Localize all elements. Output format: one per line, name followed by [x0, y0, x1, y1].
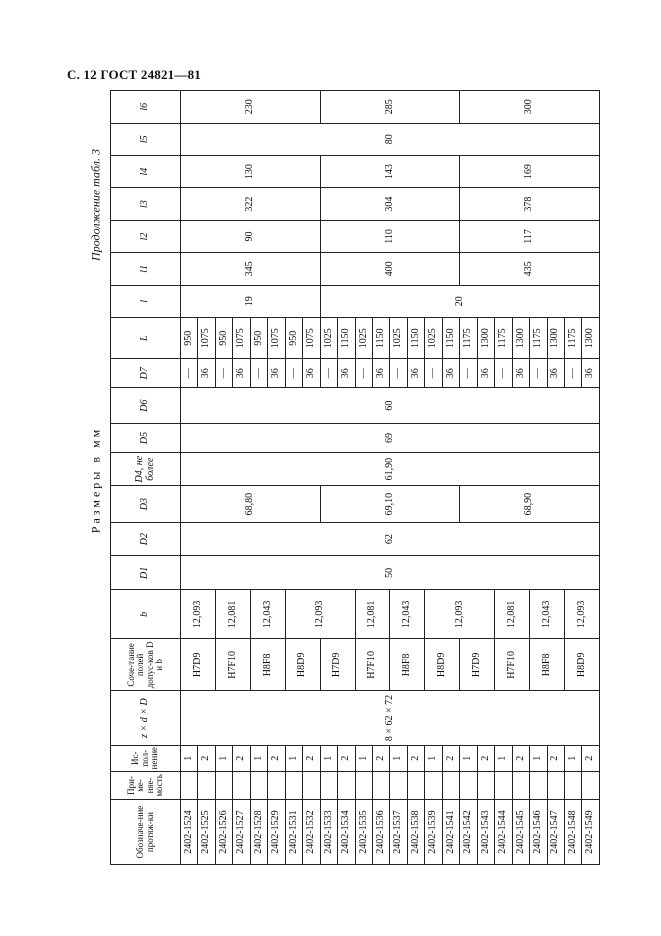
- designation-cell: 2402-1542: [460, 800, 477, 865]
- execution-cell: 2: [198, 745, 215, 771]
- L-cell: 1075: [233, 317, 250, 358]
- col-applicability: При-ме-няе-мость: [111, 771, 181, 800]
- D2-cell: 62: [181, 522, 600, 556]
- applicability-cell: [530, 771, 547, 800]
- col-l5: l5: [111, 123, 181, 155]
- designation-cell: 2402-1527: [233, 800, 250, 865]
- dimensions-caption-text: Размеры в мм: [88, 426, 103, 534]
- L-cell: 1175: [495, 317, 512, 358]
- l2-cell: 110: [320, 220, 460, 252]
- f-cell: H8D9: [564, 639, 599, 691]
- D7-cell: —: [250, 359, 267, 388]
- D7-cell: 36: [338, 359, 355, 388]
- D7-cell: —: [181, 359, 198, 388]
- D7-cell: —: [530, 359, 547, 388]
- l-cell: 20: [320, 285, 599, 317]
- L-cell: 1150: [407, 317, 424, 358]
- applicability-cell: [338, 771, 355, 800]
- L-cell: 1025: [425, 317, 442, 358]
- execution-cell: 1: [355, 745, 372, 771]
- designation-cell: 2402-1548: [564, 800, 581, 865]
- D6-cell: 60: [181, 387, 600, 423]
- D4-cell: 61,90: [181, 452, 600, 486]
- table-row: [181, 91, 198, 865]
- col-D6: D6: [111, 387, 181, 423]
- D3-cell: 68,80: [181, 486, 321, 522]
- applicability-cell: [268, 771, 285, 800]
- D7-cell: —: [390, 359, 407, 388]
- table-continuation-caption: [86, 90, 106, 320]
- b-cell: 12,043: [250, 590, 285, 639]
- designation-cell: 2402-1549: [582, 800, 600, 865]
- D7-cell: 36: [407, 359, 424, 388]
- l1-cell: 435: [460, 253, 600, 285]
- b-cell: 12,093: [181, 590, 216, 639]
- l3-cell: 378: [460, 188, 600, 220]
- applicability-cell: [198, 771, 215, 800]
- col-D4: D4, не более: [111, 452, 181, 486]
- l1-cell: 400: [320, 253, 460, 285]
- designation-cell: 2402-1537: [390, 800, 407, 865]
- D7-cell: —: [215, 359, 232, 388]
- D7-cell: —: [460, 359, 477, 388]
- col-designation: Обозначе-ние протяж-ки: [111, 800, 181, 865]
- D7-cell: 36: [442, 359, 459, 388]
- designation-cell: 2402-1541: [442, 800, 459, 865]
- D7-cell: 36: [233, 359, 250, 388]
- L-cell: 1300: [547, 317, 564, 358]
- col-zdD: z × d × D: [111, 691, 181, 745]
- designation-cell: 2402-1543: [477, 800, 494, 865]
- page-header: С. 12 ГОСТ 24821—81: [67, 67, 201, 82]
- b-cell: 12,093: [425, 590, 495, 639]
- L-cell: 1175: [460, 317, 477, 358]
- L-cell: 1300: [477, 317, 494, 358]
- l5-cell: 80: [181, 123, 600, 155]
- applicability-cell: [181, 771, 198, 800]
- L-cell: 1075: [268, 317, 285, 358]
- execution-cell: 1: [390, 745, 407, 771]
- col-D1: D1: [111, 556, 181, 590]
- execution-cell: 1: [460, 745, 477, 771]
- l6-cell: 285: [320, 91, 460, 124]
- caption-text: Продолжение табл. 3: [88, 149, 103, 261]
- execution-cell: 2: [547, 745, 564, 771]
- L-cell: 950: [181, 317, 198, 358]
- D5-cell: 69: [181, 424, 600, 453]
- execution-cell: 1: [250, 745, 267, 771]
- col-l3: l3: [111, 188, 181, 220]
- L-cell: 1175: [564, 317, 581, 358]
- designation-cell: 2402-1526: [215, 800, 232, 865]
- L-cell: 1300: [512, 317, 529, 358]
- table-container: [110, 90, 600, 865]
- L-cell: 950: [250, 317, 267, 358]
- b-cell: 12,081: [495, 590, 530, 639]
- col-D3: D3: [111, 486, 181, 522]
- execution-cell: 2: [268, 745, 285, 771]
- designation-cell: 2402-1545: [512, 800, 529, 865]
- L-cell: 1150: [372, 317, 389, 358]
- execution-cell: 2: [303, 745, 320, 771]
- applicability-cell: [372, 771, 389, 800]
- applicability-cell: [564, 771, 581, 800]
- execution-cell: 2: [442, 745, 459, 771]
- D7-cell: 36: [372, 359, 389, 388]
- col-l1: l1: [111, 253, 181, 285]
- broach-dimensions-table: [110, 90, 600, 865]
- applicability-cell: [582, 771, 600, 800]
- D7-cell: 36: [268, 359, 285, 388]
- designation-cell: 2402-1529: [268, 800, 285, 865]
- D7-cell: —: [355, 359, 372, 388]
- b-cell: 12,081: [355, 590, 390, 639]
- D7-cell: 36: [198, 359, 215, 388]
- applicability-cell: [355, 771, 372, 800]
- f-cell: H8F8: [530, 639, 565, 691]
- designation-cell: 2402-1536: [372, 800, 389, 865]
- L-cell: 1175: [530, 317, 547, 358]
- designation-cell: 2402-1544: [495, 800, 512, 865]
- f-cell: H7D9: [181, 639, 216, 691]
- applicability-cell: [512, 771, 529, 800]
- f-cell: H8D9: [425, 639, 460, 691]
- L-cell: 1025: [320, 317, 337, 358]
- L-cell: 1075: [198, 317, 215, 358]
- designation-cell: 2402-1531: [285, 800, 302, 865]
- execution-cell: 2: [372, 745, 389, 771]
- l2-cell: 90: [181, 220, 321, 252]
- applicability-cell: [250, 771, 267, 800]
- D7-cell: 36: [477, 359, 494, 388]
- f-cell: H7F10: [215, 639, 250, 691]
- execution-cell: 2: [477, 745, 494, 771]
- applicability-cell: [390, 771, 407, 800]
- D7-cell: —: [564, 359, 581, 388]
- applicability-cell: [547, 771, 564, 800]
- col-execution: Ис-пол-нение: [111, 745, 181, 771]
- D7-cell: —: [285, 359, 302, 388]
- D7-cell: —: [320, 359, 337, 388]
- col-b: b: [111, 590, 181, 639]
- designation-cell: 2402-1533: [320, 800, 337, 865]
- b-cell: 12,043: [530, 590, 565, 639]
- L-cell: 1025: [355, 317, 372, 358]
- execution-cell: 1: [215, 745, 232, 771]
- designation-cell: 2402-1532: [303, 800, 320, 865]
- col-D7: D7: [111, 359, 181, 388]
- designation-cell: 2402-1525: [198, 800, 215, 865]
- L-cell: 1300: [582, 317, 600, 358]
- l6-cell: 300: [460, 91, 600, 124]
- D7-cell: 36: [512, 359, 529, 388]
- execution-cell: 2: [512, 745, 529, 771]
- D7-cell: 36: [582, 359, 600, 388]
- D3-cell: 69,10: [320, 486, 460, 522]
- b-cell: 12,093: [285, 590, 355, 639]
- f-cell: H8F8: [390, 639, 425, 691]
- designation-cell: 2402-1538: [407, 800, 424, 865]
- b-cell: 12,093: [564, 590, 599, 639]
- execution-cell: 2: [582, 745, 600, 771]
- col-l: l: [111, 285, 181, 317]
- f-cell: H8D9: [285, 639, 320, 691]
- D3-cell: 68,90: [460, 486, 600, 522]
- col-D2: D2: [111, 522, 181, 556]
- applicability-cell: [215, 771, 232, 800]
- designation-cell: 2402-1524: [181, 800, 198, 865]
- D7-cell: —: [495, 359, 512, 388]
- applicability-cell: [477, 771, 494, 800]
- l1-cell: 345: [181, 253, 321, 285]
- D7-cell: 36: [547, 359, 564, 388]
- l-cell: 19: [181, 285, 321, 317]
- applicability-cell: [233, 771, 250, 800]
- f-cell: H7D9: [320, 639, 355, 691]
- D7-cell: —: [425, 359, 442, 388]
- l6-cell: 230: [181, 91, 321, 124]
- execution-cell: 1: [530, 745, 547, 771]
- applicability-cell: [495, 771, 512, 800]
- col-l2: l2: [111, 220, 181, 252]
- l3-cell: 322: [181, 188, 321, 220]
- applicability-cell: [303, 771, 320, 800]
- col-D5: D5: [111, 424, 181, 453]
- col-L: L: [111, 317, 181, 358]
- dimensions-caption: [86, 420, 106, 540]
- designation-cell: 2402-1535: [355, 800, 372, 865]
- D1-cell: 50: [181, 556, 600, 590]
- designation-cell: 2402-1547: [547, 800, 564, 865]
- designation-cell: 2402-1546: [530, 800, 547, 865]
- col-fit: Соче-тание полей допус-ков D и b: [111, 639, 181, 691]
- f-cell: H8F8: [250, 639, 285, 691]
- execution-cell: 1: [320, 745, 337, 771]
- L-cell: 1150: [338, 317, 355, 358]
- execution-cell: 1: [425, 745, 442, 771]
- l4-cell: 130: [181, 155, 321, 187]
- L-cell: 1025: [390, 317, 407, 358]
- execution-cell: 1: [181, 745, 198, 771]
- execution-cell: 1: [564, 745, 581, 771]
- applicability-cell: [425, 771, 442, 800]
- designation-cell: 2402-1539: [425, 800, 442, 865]
- L-cell: 1075: [303, 317, 320, 358]
- f-cell: H7D9: [460, 639, 495, 691]
- applicability-cell: [460, 771, 477, 800]
- execution-cell: 1: [285, 745, 302, 771]
- zdD-cell: 8 × 62 × 72: [181, 691, 600, 745]
- b-cell: 12,081: [215, 590, 250, 639]
- L-cell: 950: [285, 317, 302, 358]
- applicability-cell: [285, 771, 302, 800]
- execution-cell: 2: [338, 745, 355, 771]
- b-cell: 12,043: [390, 590, 425, 639]
- L-cell: 950: [215, 317, 232, 358]
- applicability-cell: [320, 771, 337, 800]
- col-l6: l6: [111, 91, 181, 124]
- f-cell: H7F10: [355, 639, 390, 691]
- l4-cell: 143: [320, 155, 460, 187]
- applicability-cell: [442, 771, 459, 800]
- f-cell: H7F10: [495, 639, 530, 691]
- L-cell: 1150: [442, 317, 459, 358]
- applicability-cell: [407, 771, 424, 800]
- execution-cell: 2: [407, 745, 424, 771]
- execution-cell: 2: [233, 745, 250, 771]
- l2-cell: 117: [460, 220, 600, 252]
- l3-cell: 304: [320, 188, 460, 220]
- l4-cell: 169: [460, 155, 600, 187]
- execution-cell: 1: [495, 745, 512, 771]
- designation-cell: 2402-1528: [250, 800, 267, 865]
- col-l4: l4: [111, 155, 181, 187]
- D7-cell: 36: [303, 359, 320, 388]
- designation-cell: 2402-1534: [338, 800, 355, 865]
